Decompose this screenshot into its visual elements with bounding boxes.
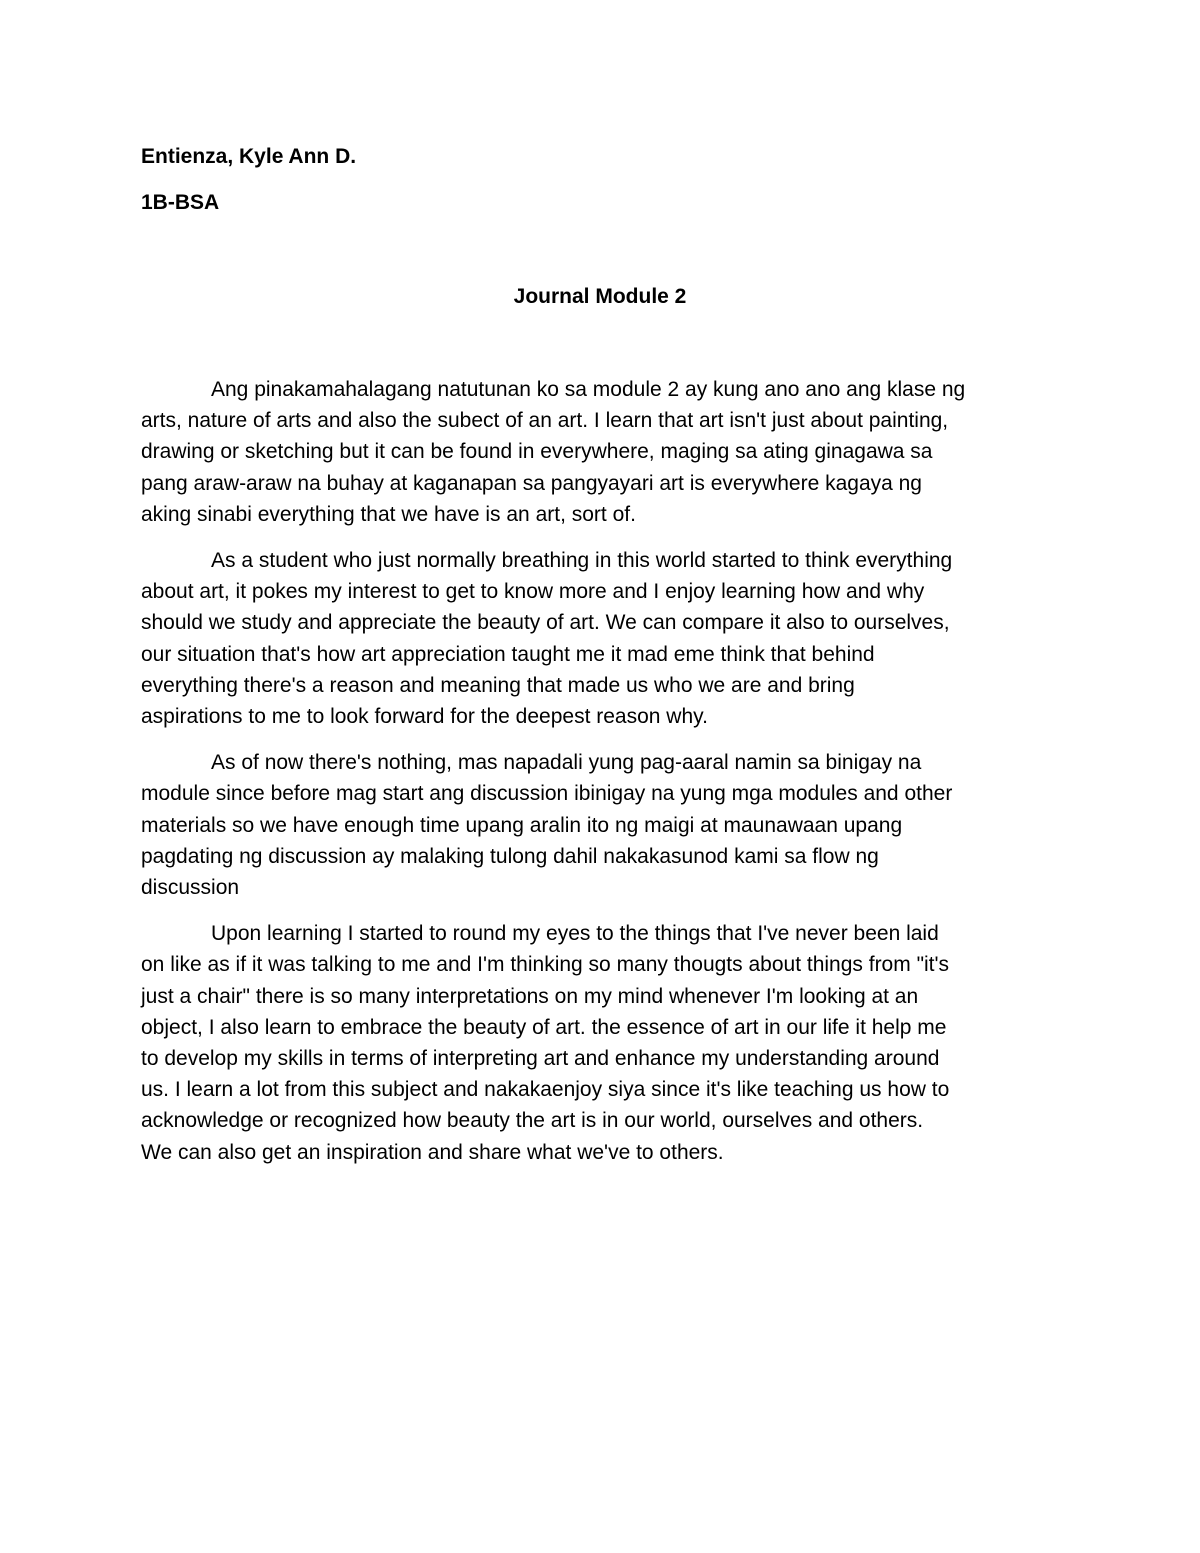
document-title: Journal Module 2: [513, 285, 687, 308]
paragraph-line: discussion: [141, 876, 240, 900]
paragraph-line: Upon learning I started to round my eyes to the things that I've never been laid: [211, 922, 939, 946]
paragraph-line: pagdating ng discussion ay malaking tulong dahil nakakasunod kami sa flow ng: [141, 844, 879, 868]
document-body: [141, 374, 1061, 1183]
paragraph-line: Ang pinakamahalagang natutunan ko sa module 2 ay kung ano ano ang klase ng: [211, 378, 966, 401]
paragraph-line: arts, nature of arts and also the subect of an art. I learn that art isn't just about painting,: [141, 409, 949, 433]
paragraph-line: acknowledge or recognized how beauty the art is in our world, ourselves and others.: [141, 1109, 924, 1133]
paragraph-line: aspirations to me to look forward for the deepest reason why.: [141, 705, 708, 729]
paragraph-2: [141, 545, 1061, 732]
paragraph-line: our situation that's how art appreciation taught me it mad eme think that behind: [141, 642, 875, 666]
paragraph-line: drawing or sketching but it can be found in everywhere, maging sa ating ginagawa sa: [141, 440, 933, 464]
paragraph-line: materials so we have enough time upang aralin ito ng maigi at maunawaan upang: [141, 813, 903, 837]
paragraph-line: just a chair" there is so many interpretations on my mind whenever I'm looking at an: [141, 984, 919, 1008]
class-section: 1B-BSA: [141, 191, 220, 214]
paragraph-line: aking sinabi everything that we have is an art, sort of.: [141, 502, 636, 526]
paragraph-line: module since before mag start ang discussion ibinigay na yung mga modules and other: [141, 782, 953, 806]
paragraph-3: [141, 747, 1061, 903]
paragraph-4: [141, 918, 1061, 1168]
paragraph-line: about art, it pokes my interest to get to know more and I enjoy learning how and why: [141, 580, 925, 604]
paragraph-1: [141, 374, 1061, 530]
author-name: Entienza, Kyle Ann D.: [141, 145, 357, 168]
paragraph-line: As a student who just normally breathing in this world started to think everything: [211, 549, 953, 573]
paragraph-line: As of now there's nothing, mas napadali yung pag-aaral namin sa binigay na: [211, 751, 922, 775]
paragraph-line: to develop my skills in terms of interpreting art and enhance my understanding around: [141, 1047, 940, 1071]
paragraph-line: pang araw-araw na buhay at kaganapan sa pangyayari art is everywhere kagaya ng: [141, 471, 922, 495]
paragraph-line: We can also get an inspiration and share what we've to others.: [141, 1140, 724, 1164]
paragraph-line: us. I learn a lot from this subject and nakakaenjoy siya since it's like teaching us how to: [141, 1078, 950, 1102]
paragraph-line: on like as if it was talking to me and I'm thinking so many thougts about things from "it's: [141, 953, 950, 977]
paragraph-line: should we study and appreciate the beauty of art. We can compare it also to ourselves,: [141, 611, 950, 635]
paragraph-line: everything there's a reason and meaning that made us who we are and bring: [141, 673, 855, 697]
paragraph-line: object, I also learn to embrace the beauty of art. the essence of art in our life it help me: [141, 1015, 947, 1039]
